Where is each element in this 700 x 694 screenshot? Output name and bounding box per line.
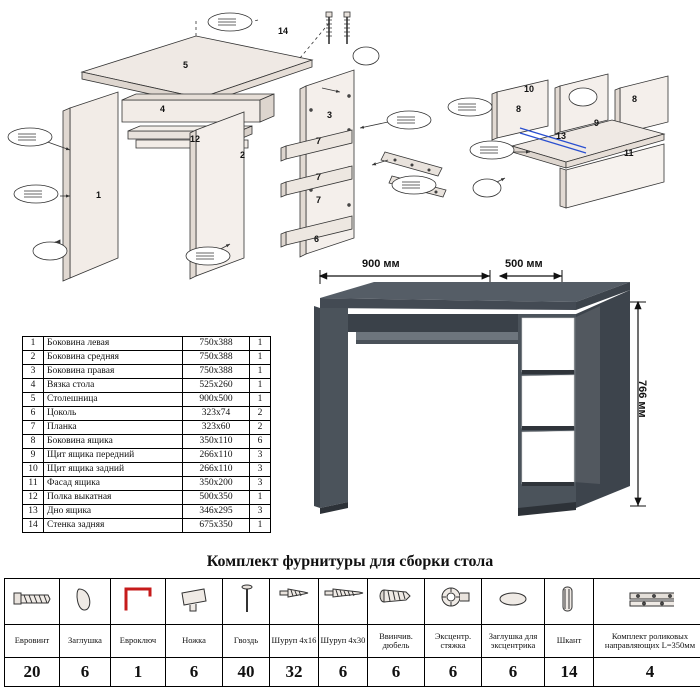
hardware-item-qty: 6 — [166, 658, 223, 687]
hardware-item-qty: 6 — [482, 658, 545, 687]
part-label-7b: 7 — [316, 172, 322, 182]
part-index: 3 — [23, 365, 44, 379]
part-index: 13 — [23, 505, 44, 519]
part-qty: 2 — [250, 407, 271, 421]
part-index: 1 — [23, 337, 44, 351]
part-size: 750x388 — [183, 351, 250, 365]
hardware-item-name: Заглушка для эксцентрика — [482, 625, 545, 658]
hardware-item-name: Заглушка — [60, 625, 111, 658]
hardware-item-name: Евроключ — [111, 625, 166, 658]
hardware-item-name: Шуруп 4х16 — [270, 625, 319, 658]
part-qty: 1 — [250, 519, 271, 533]
part-label-13: 13 — [556, 131, 567, 141]
hardware-item-name: Шкант — [545, 625, 594, 658]
part-qty: 1 — [250, 337, 271, 351]
part-size: 323x74 — [183, 407, 250, 421]
part-size: 675x350 — [183, 519, 250, 533]
table-row — [23, 337, 271, 351]
part-label-3: 3 — [327, 110, 333, 120]
hardware-item-name: Шуруп 4х30 — [319, 625, 368, 658]
part-qty: 1 — [250, 379, 271, 393]
part-qty: 3 — [250, 505, 271, 519]
hardware-kit-icons-row — [5, 579, 700, 625]
part-size: 266x110 — [183, 463, 250, 477]
table-row — [23, 463, 271, 477]
part-label-2: 2 — [240, 150, 246, 160]
part-name: Стенка задняя — [44, 519, 183, 533]
part-size: 323x60 — [183, 421, 250, 435]
part-label-14: 14 — [278, 26, 289, 36]
screw-4x30-icon — [319, 579, 368, 625]
part-index: 6 — [23, 407, 44, 421]
part-index: 2 — [23, 351, 44, 365]
table-row — [23, 519, 271, 533]
table-row — [23, 379, 271, 393]
part-label-8b: 8 — [632, 94, 638, 104]
table-row — [23, 393, 271, 407]
cam-cover-cap-icon — [482, 579, 545, 625]
hardware-item-name: Евровинт — [5, 625, 60, 658]
part-qty: 1 — [250, 351, 271, 365]
part-index: 7 — [23, 421, 44, 435]
part-index: 5 — [23, 393, 44, 407]
part-index: 14 — [23, 519, 44, 533]
part-label-6: 6 — [314, 234, 320, 244]
part-index: 9 — [23, 449, 44, 463]
hardware-item-name: Эксцентр. стяжка — [425, 625, 482, 658]
part-label-10: 10 — [524, 84, 535, 94]
part-size: 525x260 — [183, 379, 250, 393]
hardware-item-name: Ножка — [166, 625, 223, 658]
hardware-item-qty: 40 — [223, 658, 270, 687]
table-row — [23, 421, 271, 435]
table-row — [23, 407, 271, 421]
part-index: 12 — [23, 491, 44, 505]
confirmat-screw-icon — [5, 579, 60, 625]
screw-in-dowel-icon — [368, 579, 425, 625]
part-qty: 1 — [250, 491, 271, 505]
part-size: 900x500 — [183, 393, 250, 407]
cam-lock-icon — [425, 579, 482, 625]
hardware-item-name: Ввинчив. дюбель — [368, 625, 425, 658]
hardware-item-name: Гвоздь — [223, 625, 270, 658]
part-name: Боковина средняя — [44, 351, 183, 365]
part-qty: 3 — [250, 463, 271, 477]
foot-icon — [166, 579, 223, 625]
part-label-1: 1 — [96, 190, 102, 200]
table-row — [23, 449, 271, 463]
part-name: Боковина ящика — [44, 435, 183, 449]
part-qty: 3 — [250, 477, 271, 491]
drawer-slides-icon — [594, 579, 700, 625]
desk-depth-label: 500 мм — [505, 258, 543, 270]
desk-width-label: 900 мм — [362, 258, 400, 270]
part-size: 750x388 — [183, 365, 250, 379]
screw-4x16-icon — [270, 579, 319, 625]
part-size: 750x388 — [183, 337, 250, 351]
part-label-4: 4 — [160, 104, 166, 114]
allen-key-icon — [111, 579, 166, 625]
exploded-assembly-diagram — [0, 0, 700, 280]
part-name: Вязка стола — [44, 379, 183, 393]
part-name: Боковина правая — [44, 365, 183, 379]
cap-plug-icon — [60, 579, 111, 625]
part-label-5: 5 — [183, 60, 189, 70]
part-qty: 2 — [250, 421, 271, 435]
hardware-kit-names-row — [5, 625, 700, 658]
part-qty: 1 — [250, 365, 271, 379]
hardware-item-qty: 14 — [545, 658, 594, 687]
part-name: Планка — [44, 421, 183, 435]
part-name: Щит ящика передний — [44, 449, 183, 463]
part-index: 4 — [23, 379, 44, 393]
part-name: Цоколь — [44, 407, 183, 421]
table-row — [23, 505, 271, 519]
part-index: 8 — [23, 435, 44, 449]
part-size: 346x295 — [183, 505, 250, 519]
part-size: 350x200 — [183, 477, 250, 491]
part-qty: 1 — [250, 393, 271, 407]
part-label-7c: 7 — [316, 195, 322, 205]
part-name: Дно ящика — [44, 505, 183, 519]
hardware-kit-counts-row — [5, 658, 700, 687]
table-row — [23, 477, 271, 491]
hardware-item-qty: 4 — [594, 658, 700, 687]
hardware-kit-table — [4, 578, 700, 687]
table-row — [23, 491, 271, 505]
wooden-dowel-icon — [545, 579, 594, 625]
hardware-item-qty: 20 — [5, 658, 60, 687]
part-name: Щит ящика задний — [44, 463, 183, 477]
part-qty: 3 — [250, 449, 271, 463]
hardware-item-qty: 6 — [319, 658, 368, 687]
part-size: 350x110 — [183, 435, 250, 449]
hardware-item-qty: 6 — [368, 658, 425, 687]
part-label-7a: 7 — [316, 136, 322, 146]
part-qty: 6 — [250, 435, 271, 449]
hardware-kit-title: Комплект фурнитуры для сборки стола — [206, 553, 494, 570]
nail-icon — [223, 579, 270, 625]
part-index: 11 — [23, 477, 44, 491]
part-name: Полка выкатная — [44, 491, 183, 505]
hardware-item-qty: 6 — [60, 658, 111, 687]
part-size: 500x350 — [183, 491, 250, 505]
hardware-item-qty: 1 — [111, 658, 166, 687]
table-row — [23, 435, 271, 449]
part-label-11: 11 — [624, 148, 634, 158]
hardware-item-qty: 6 — [425, 658, 482, 687]
part-name: Столешница — [44, 393, 183, 407]
part-size: 266x110 — [183, 449, 250, 463]
part-label-8a: 8 — [516, 104, 522, 114]
parts-list-table — [22, 336, 271, 533]
part-label-9: 9 — [594, 118, 600, 128]
part-name: Фасад ящика — [44, 477, 183, 491]
part-index: 10 — [23, 463, 44, 477]
part-name: Боковина левая — [44, 337, 183, 351]
desk-render — [300, 258, 690, 548]
desk-height-label: 766 мм — [636, 380, 648, 418]
table-row — [23, 351, 271, 365]
hardware-item-name: Комплект роликовых направляющих L=350мм — [594, 625, 700, 658]
part-label-12: 12 — [190, 134, 201, 144]
table-row — [23, 365, 271, 379]
hardware-item-qty: 32 — [270, 658, 319, 687]
